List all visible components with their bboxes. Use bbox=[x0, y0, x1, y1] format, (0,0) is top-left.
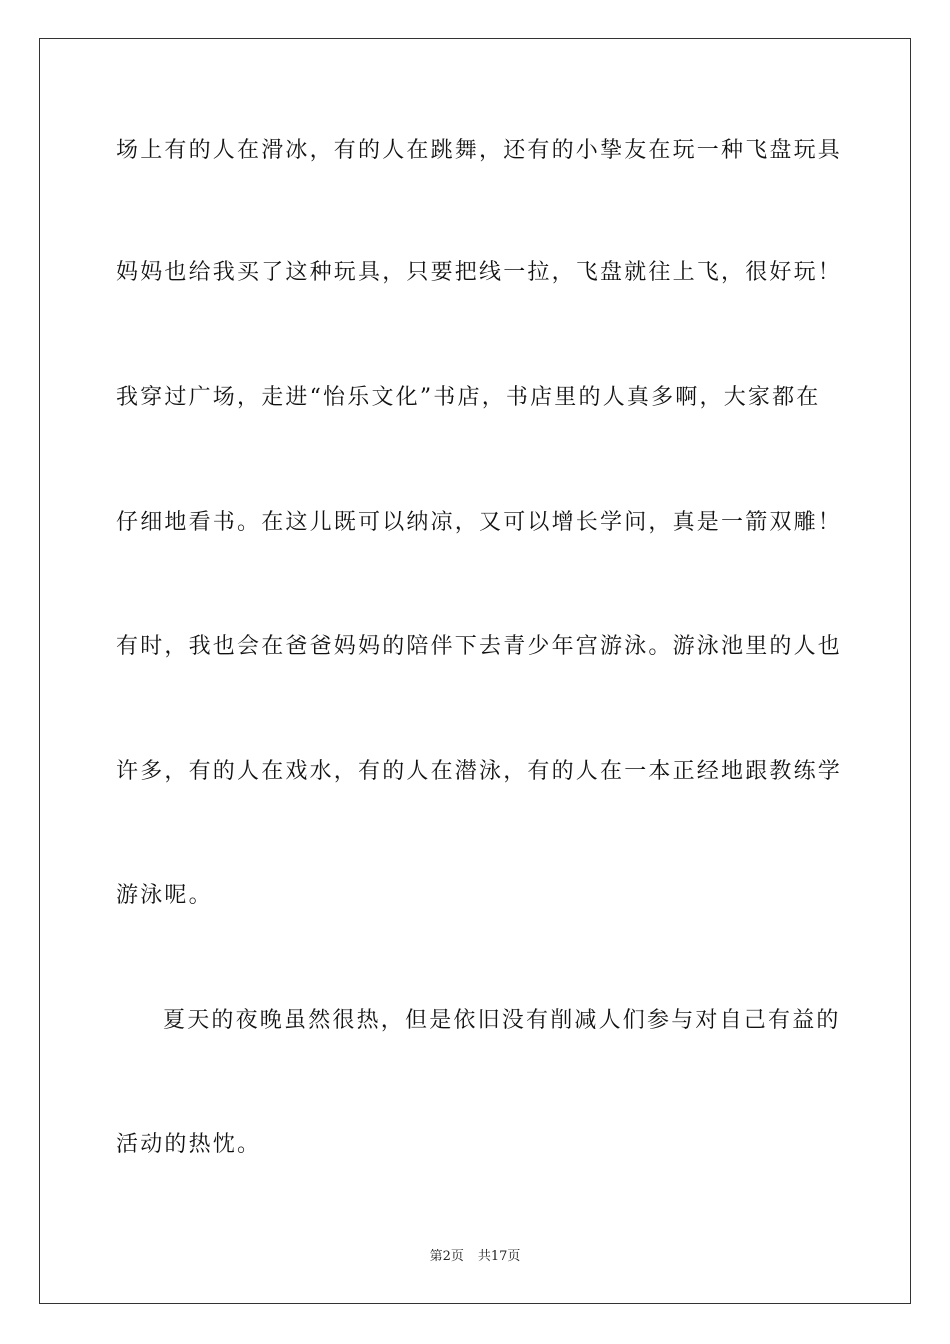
text-line: 游泳呢。 bbox=[116, 883, 213, 908]
text-line: 许多，有的人在戏水，有的人在潜泳，有的人在一本正经地跟教练学 bbox=[116, 759, 843, 784]
page-number: 第2页 bbox=[429, 1249, 464, 1264]
page-border bbox=[39, 38, 911, 1304]
paragraph-first-line: 夏天的夜晚虽然很热，但是依旧没有削减人们参与对自己有益的 bbox=[163, 1008, 841, 1033]
text-line: 活动的热忱。 bbox=[116, 1132, 262, 1157]
text-line: 仔细地看书。在这儿既可以纳凉，又可以增长学问，真是一箭双雕！ bbox=[116, 510, 843, 535]
text-line: 妈妈也给我买了这种玩具，只要把线一拉，飞盘就往上飞，很好玩！ bbox=[116, 260, 843, 285]
page-footer bbox=[0, 1248, 950, 1266]
page-total: 共17页 bbox=[477, 1249, 521, 1264]
text-line: 场上有的人在滑冰，有的人在跳舞，还有的小挚友在玩一种飞盘玩具 bbox=[116, 138, 843, 163]
text-line: 我穿过广场，走进“怡乐文化”书店，书店里的人真多啊，大家都在 bbox=[116, 385, 821, 410]
text-line: 有时，我也会在爸爸妈妈的陪伴下去青少年宫游泳。游泳池里的人也 bbox=[116, 634, 843, 659]
